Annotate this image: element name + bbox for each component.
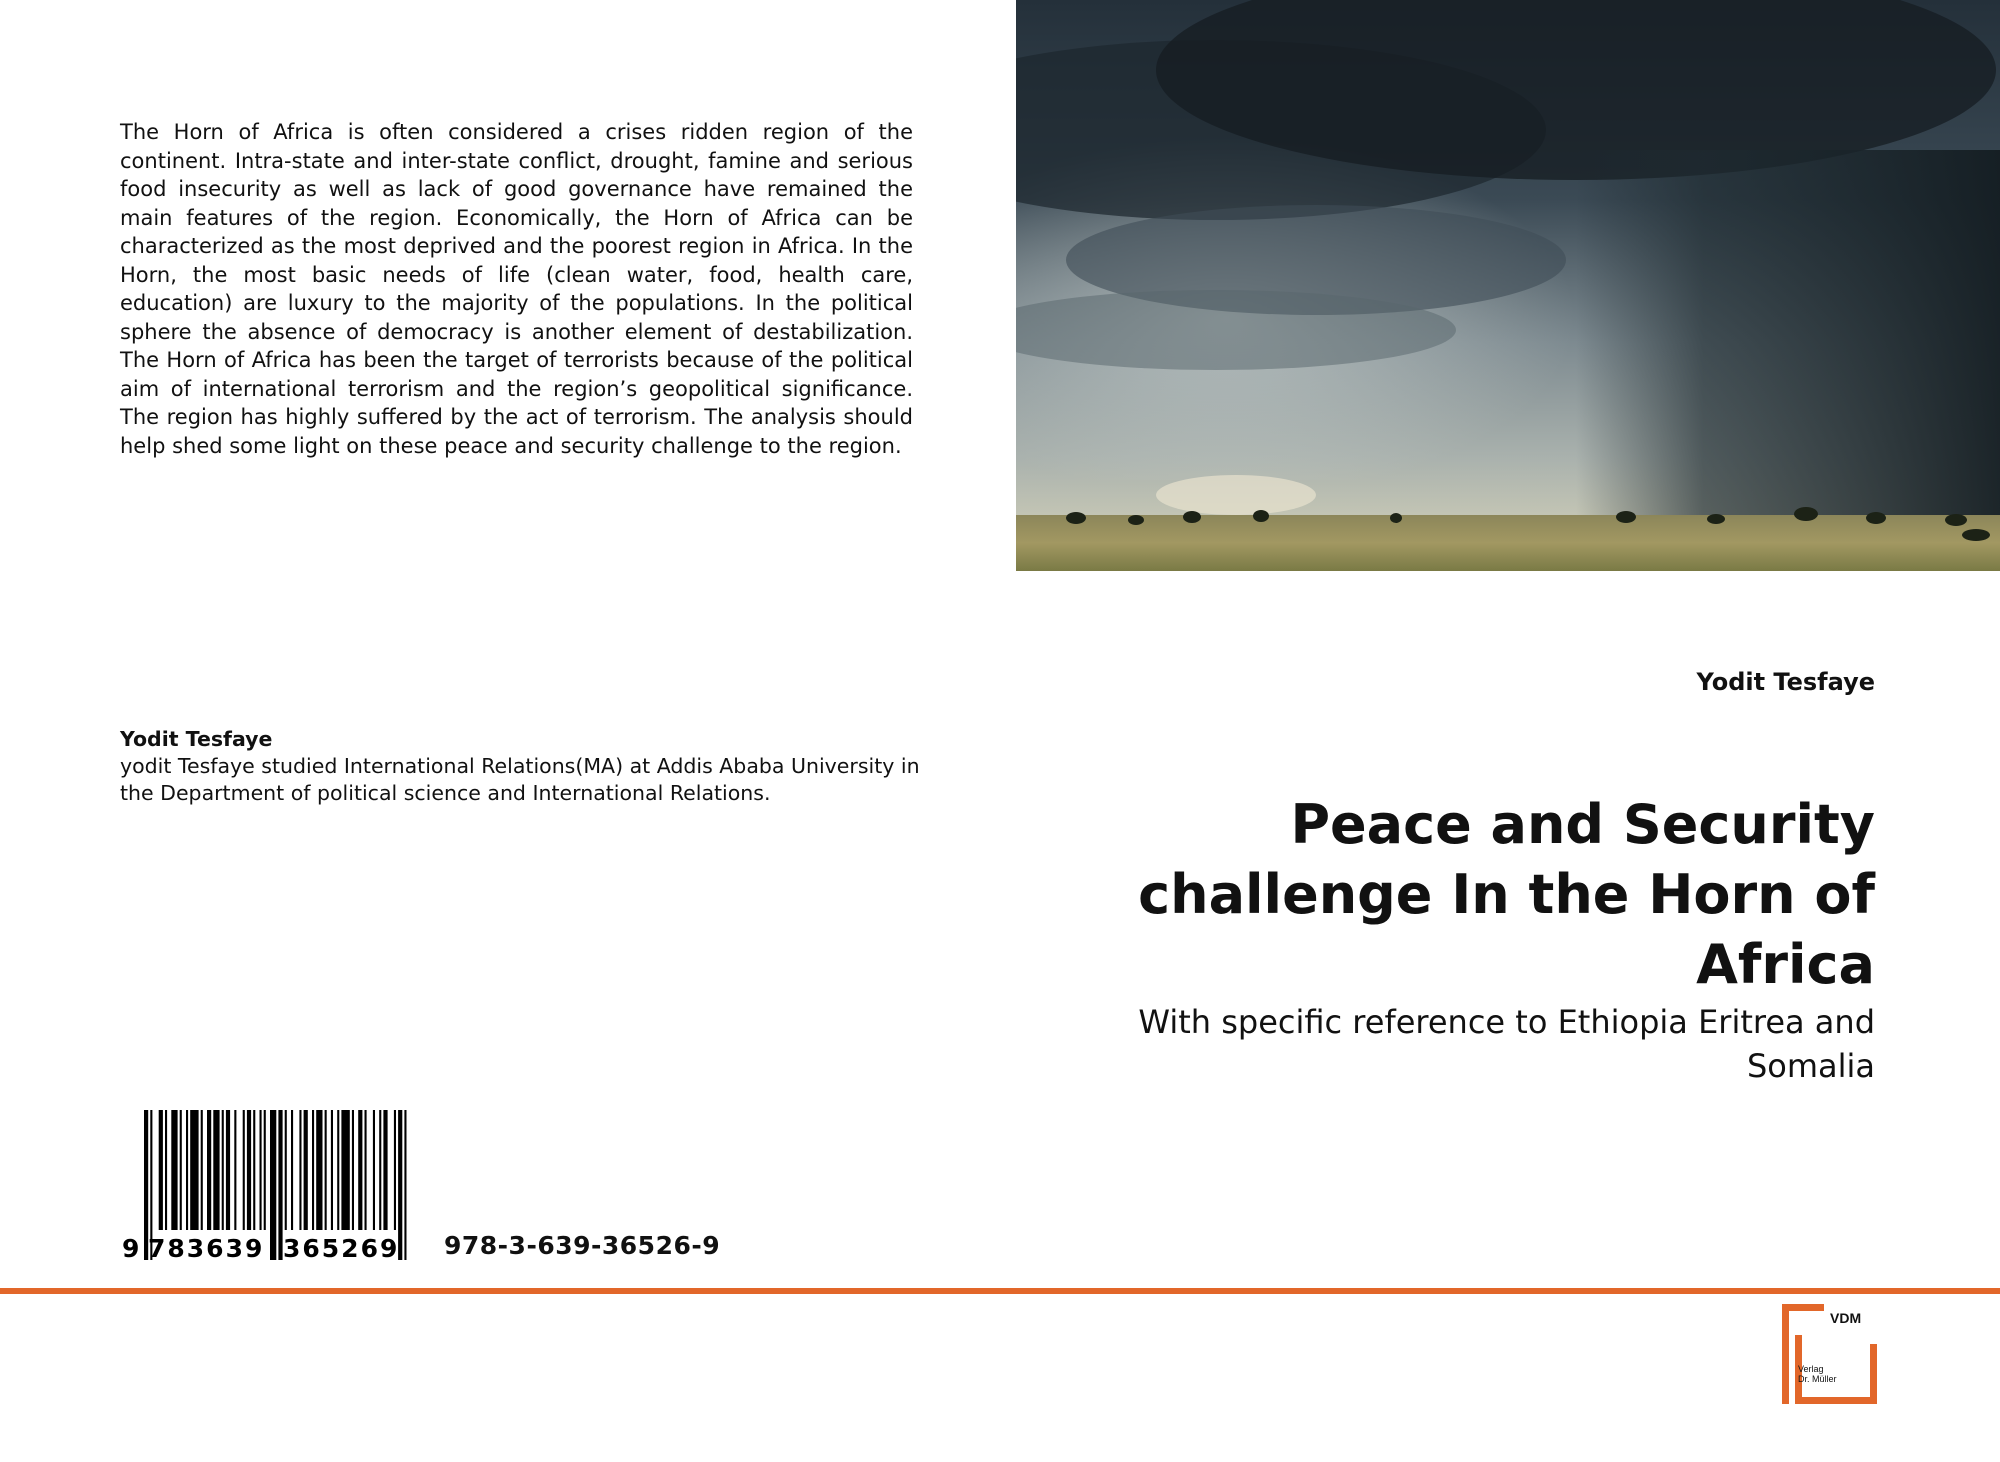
author-bio xyxy=(120,726,920,807)
barcode-bar xyxy=(358,1110,362,1230)
publisher-logo xyxy=(1782,1304,1877,1404)
barcode-bar xyxy=(341,1110,349,1230)
barcode-bar xyxy=(331,1110,333,1230)
barcode-digits-right: 365269 xyxy=(283,1234,400,1260)
barcode-bar xyxy=(222,1110,224,1230)
barcode-bar xyxy=(180,1110,182,1230)
barcode-bar xyxy=(325,1110,327,1230)
barcode-bar xyxy=(383,1110,387,1230)
barcode-bar xyxy=(234,1110,236,1230)
barcode-bar xyxy=(337,1110,339,1230)
barcode-bar xyxy=(260,1110,262,1230)
storm-landscape-image xyxy=(1016,0,2000,571)
author-bio-name: Yodit Tesfaye xyxy=(120,727,273,751)
barcode-bar xyxy=(253,1110,255,1230)
vdm-logo-text: VDM xyxy=(1830,1310,1862,1326)
barcode-bar xyxy=(264,1110,266,1230)
back-cover-blurb: The Horn of Africa is often considered a crises ridden region of the continent. Intra-state and inter-state conflict, drought, famine and serious food insecurity as well as lack of good governance have remained the main features of the region. Economically, the Horn of Africa can be characterized as the most deprived and the poorest region in Africa. In the Horn, the most basic needs of life (clean water, food, health care, education) are luxury to the majority of the populations. In the political sphere the absence of democracy is another element of destabilization. The Horn of Africa has been the target of terrorists because of the political aim of international terrorism and the region’s geopolitical significance. The region has highly suffered by the act of terrorism. The analysis should help shed some light on these peace and security challenge to the region. xyxy=(120,120,913,458)
barcode-bar xyxy=(404,1110,406,1260)
barcode-bar xyxy=(226,1110,230,1230)
barcode-bar xyxy=(285,1110,287,1230)
author-bio-text: yodit Tesfaye studied International Relations(MA) at Addis Ababa University in the Department of political science and International Relations. xyxy=(120,754,920,805)
barcode-bar xyxy=(352,1110,354,1230)
isbn-number: 978-3-639-36526-9 xyxy=(444,1231,721,1260)
barcode-bar xyxy=(312,1110,314,1230)
barcode-bar xyxy=(304,1110,308,1230)
barcode-bar xyxy=(201,1110,203,1230)
book-subtitle: With specific reference to Ethiopia Eritrea and Somalia xyxy=(1138,1003,1875,1085)
orange-divider xyxy=(0,1288,2000,1294)
barcode-digits-left: 783639 xyxy=(148,1234,265,1260)
barcode-bar xyxy=(291,1110,293,1230)
barcode-bar xyxy=(243,1110,245,1230)
barcode-bar xyxy=(278,1110,282,1260)
barcode-bar xyxy=(247,1110,251,1230)
barcode-bar xyxy=(213,1110,219,1230)
barcode-bar xyxy=(394,1110,396,1230)
barcode-bar xyxy=(270,1110,276,1260)
barcode-bar xyxy=(171,1110,177,1230)
barcode-digit-prefix: 9 xyxy=(122,1234,140,1260)
barcode-bar xyxy=(316,1110,322,1230)
isbn-barcode xyxy=(118,1110,418,1260)
barcode-bar xyxy=(186,1110,188,1230)
barcode-bar xyxy=(190,1110,198,1230)
barcode-bar xyxy=(299,1110,301,1230)
publisher-name: Verlag Dr. Müller xyxy=(1798,1364,1837,1384)
barcode-bar xyxy=(379,1110,381,1230)
front-author: Yodit Tesfaye xyxy=(1696,668,1875,696)
barcode-bar xyxy=(165,1110,167,1230)
barcode-bar xyxy=(207,1110,211,1230)
book-title: Peace and Security challenge In the Horn of Africa xyxy=(1138,793,1875,996)
barcode-bar xyxy=(373,1110,375,1230)
barcode-bar xyxy=(159,1110,163,1230)
barcode-bar xyxy=(365,1110,367,1230)
